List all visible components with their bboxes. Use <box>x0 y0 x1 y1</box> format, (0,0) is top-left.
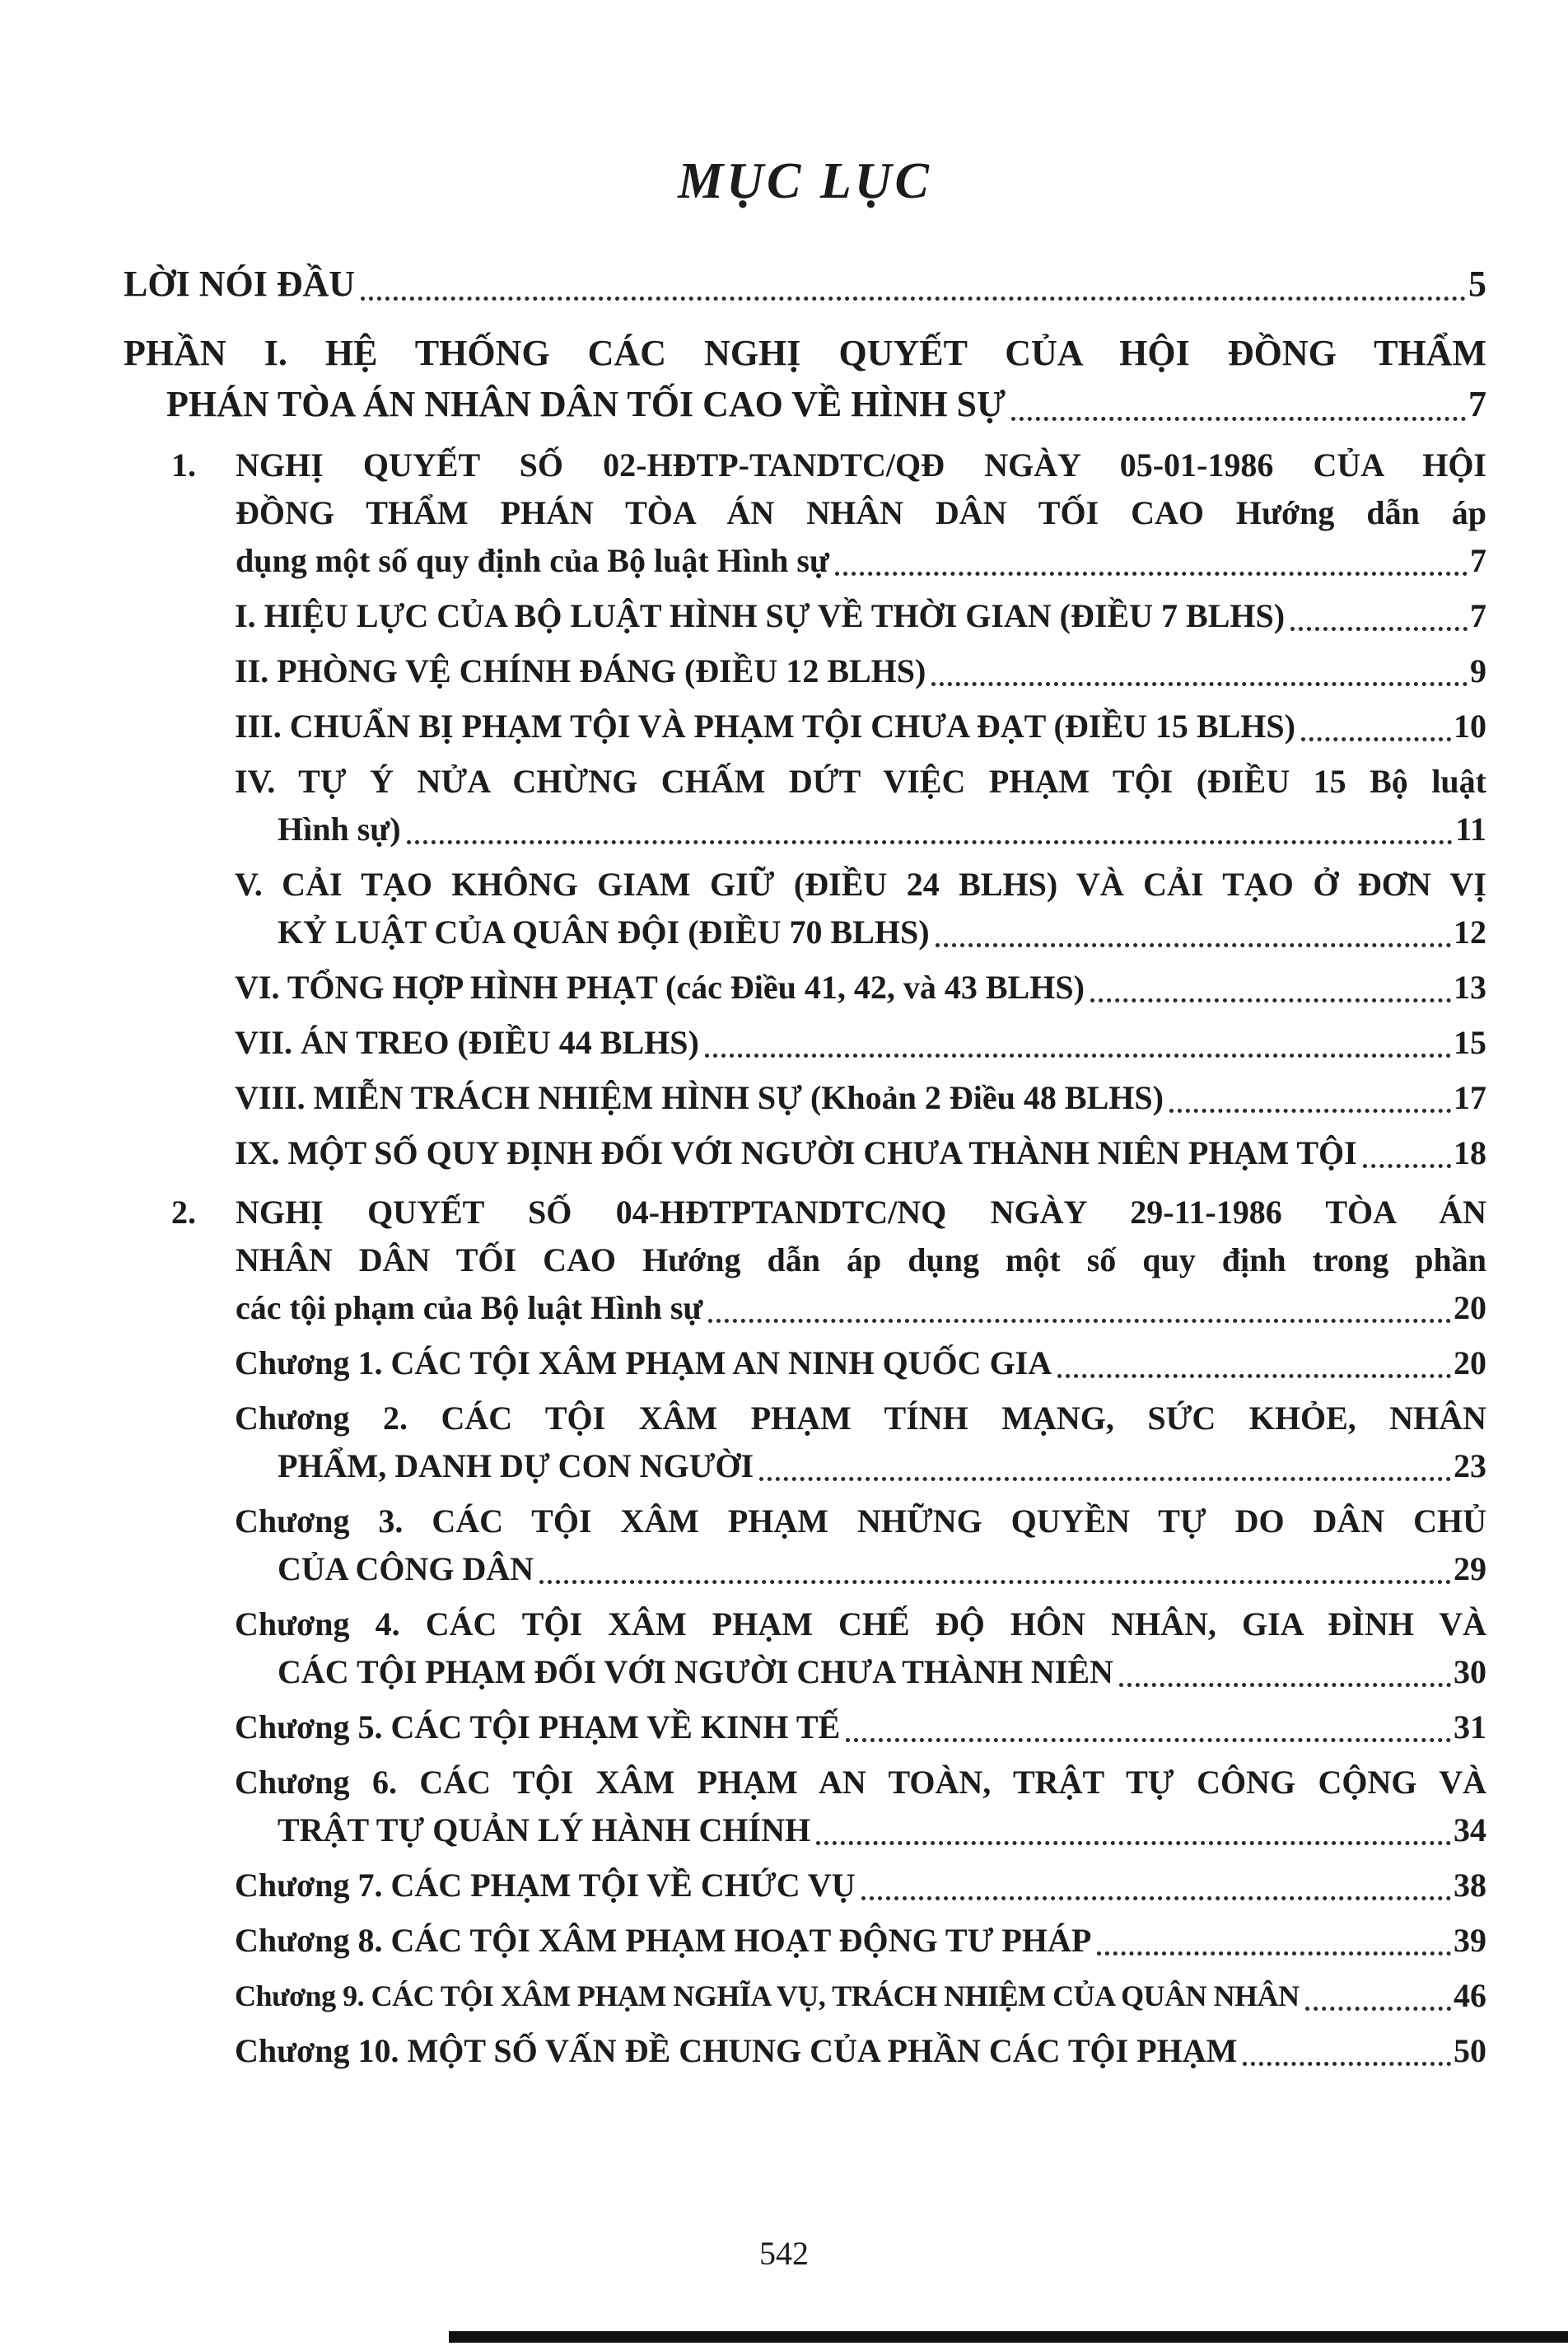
toc-entry-text: CỦA CÔNG DÂN <box>278 1550 534 1587</box>
toc-entry <box>124 1703 1486 1751</box>
toc-page-number: 9 <box>1470 652 1486 689</box>
toc-entry-body <box>235 1972 1486 2020</box>
toc-entry-last-line <box>235 1703 1486 1751</box>
toc-page-number: 13 <box>1454 969 1486 1006</box>
toc-entry-last-line <box>235 1545 1486 1593</box>
toc-entry-text: LỜI NÓI ĐẦU <box>124 264 356 304</box>
toc-entry-last-line <box>235 703 1486 750</box>
toc-entry <box>124 328 1486 430</box>
toc-entry-body <box>124 328 1486 430</box>
toc-entry-last-line <box>124 379 1486 430</box>
toc-entry-line: ĐỒNG THẨM PHÁN TÒA ÁN NHÂN DÂN TỐI CAO Hướng dẫn áp <box>236 494 1486 531</box>
dot-leader <box>1090 998 1451 1002</box>
toc-entry-text: I. HIỆU LỰC CỦA BỘ LUẬT HÌNH SỰ VỀ THỜI GIAN (ĐIỀU 7 BLHS) <box>235 597 1286 634</box>
toc-entry-text: PHẨM, DANH DỰ CON NGƯỜI <box>278 1447 754 1484</box>
toc-page-number: 7 <box>1470 597 1486 634</box>
dot-leader <box>816 1841 1451 1845</box>
toc-entry <box>124 2027 1486 2075</box>
toc-entry-text: dụng một số quy định của Bộ luật Hình sự <box>236 542 829 579</box>
toc-entry-text: III. CHUẨN BỊ PHẠM TỘI VÀ PHẠM TỘI CHƯA ĐẠT (ĐIỀU 15 BLHS) <box>235 708 1295 745</box>
toc-entry-body <box>235 861 1486 956</box>
toc-entry <box>124 758 1486 853</box>
dot-leader <box>1169 1109 1451 1113</box>
toc-entry-line: NHÂN DÂN TỐI CAO Hướng dẫn áp dụng một số quy định trong phần <box>236 1241 1486 1278</box>
dot-leader <box>407 840 1454 844</box>
toc-entry-last-line <box>235 1019 1486 1067</box>
dot-leader <box>1301 737 1451 741</box>
toc-entry-body <box>236 1189 1486 1332</box>
toc-entry-body <box>235 1498 1486 1593</box>
toc-entry-body <box>235 1759 1486 1854</box>
toc-page-number: 10 <box>1454 708 1486 745</box>
dot-leader <box>759 1477 1451 1481</box>
dot-leader <box>936 943 1451 947</box>
toc-entry-body <box>235 1074 1486 1122</box>
dot-leader <box>708 1319 1451 1323</box>
toc-entry <box>124 1395 1486 1490</box>
toc-entry-text: II. PHÒNG VỆ CHÍNH ĐÁNG (ĐIỀU 12 BLHS) <box>235 652 926 689</box>
toc-entry-last-line <box>236 537 1486 585</box>
toc-page-number: 7 <box>1468 384 1486 424</box>
toc-entry-line: NGHỊ QUYẾT SỐ 02-HĐTP-TANDTC/QĐ NGÀY 05-01-1986 CỦA HỘI <box>236 446 1486 484</box>
toc-content <box>124 152 1486 2082</box>
toc-entry <box>124 1972 1486 2020</box>
toc-entry-text: KỶ LUẬT CỦA QUÂN ĐỘI (ĐIỀU 70 BLHS) <box>278 914 930 951</box>
dot-leader <box>1305 2007 1451 2011</box>
toc-entry-number: 2. <box>171 1194 196 1231</box>
toc-entry-text: Chương 1. CÁC TỘI XÂM PHẠM AN NINH QUỐC GIA <box>235 1344 1052 1381</box>
toc-entry-text: Chương 8. CÁC TỘI XÂM PHẠM HOẠT ĐỘNG TƯ PHÁP <box>235 1922 1092 1959</box>
toc-entry-body <box>235 1862 1486 1909</box>
toc-entry-line: Chương 3. CÁC TỘI XÂM PHẠM NHỮNG QUYỀN TỰ DO DÂN CHỦ <box>235 1502 1486 1540</box>
toc-entry <box>124 1019 1486 1067</box>
dot-leader <box>835 572 1468 576</box>
toc-entry-last-line <box>235 1442 1486 1490</box>
toc-entry-last-line <box>235 1648 1486 1696</box>
toc-entry <box>124 1498 1486 1593</box>
toc-entry-last-line <box>235 1806 1486 1854</box>
toc-entry-text: Chương 9. CÁC TỘI XÂM PHẠM NGHĨA VỤ, TRÁCH NHIỆM CỦA QUÂN NHÂN <box>235 1979 1300 2012</box>
toc-entry <box>124 703 1486 750</box>
toc-entry-text: các tội phạm của Bộ luật Hình sự <box>236 1289 703 1326</box>
toc-entry-text: PHÁN TÒA ÁN NHÂN DÂN TỐI CAO VỀ HÌNH SỰ <box>166 384 1006 424</box>
toc-entry <box>124 1601 1486 1696</box>
toc-entry-text: TRẬT TỰ QUẢN LÝ HÀNH CHÍNH <box>278 1811 811 1848</box>
toc-entry-last-line <box>235 647 1486 695</box>
folio-page-number: 542 <box>759 2235 809 2272</box>
toc-page-number: 17 <box>1454 1079 1486 1116</box>
toc-entry-body <box>236 442 1486 585</box>
toc-page-number: 5 <box>1468 264 1486 304</box>
toc-entry-text: VII. ÁN TREO (ĐIỀU 44 BLHS) <box>235 1024 699 1061</box>
dot-leader <box>1057 1374 1451 1378</box>
toc-entry-last-line <box>124 259 1486 310</box>
toc-entry-body <box>124 259 1486 310</box>
toc-entry-line: IV. TỰ Ý NỬA CHỪNG CHẤM DỨT VIỆC PHẠM TỘI (ĐIỀU 15 Bộ luật <box>235 763 1486 800</box>
toc-entry <box>124 1862 1486 1909</box>
toc-entry-line: V. CẢI TẠO KHÔNG GIAM GIỮ (ĐIỀU 24 BLHS) VÀ CẢI TẠO Ở ĐƠN VỊ <box>235 866 1486 903</box>
toc-entry-body <box>235 1129 1486 1177</box>
dot-leader <box>1243 2062 1451 2066</box>
dot-leader <box>539 1580 1451 1584</box>
scan-artifact-bar <box>449 2331 1568 2343</box>
toc-entry <box>124 592 1486 640</box>
toc-entry-last-line <box>235 964 1486 1012</box>
dot-leader <box>361 297 1466 301</box>
toc-entry <box>124 1074 1486 1122</box>
toc-entry-last-line <box>235 1129 1486 1177</box>
toc-entry-body <box>235 647 1486 695</box>
toc-entry-last-line <box>235 1862 1486 1909</box>
toc-page-number: 38 <box>1454 1867 1486 1904</box>
toc-entry-last-line <box>235 1917 1486 1965</box>
toc-page-number: 20 <box>1454 1344 1486 1381</box>
toc-entry-body <box>235 592 1486 640</box>
toc-entry-body <box>235 758 1486 853</box>
toc-entry <box>124 442 1486 585</box>
toc-entry-text: IX. MỘT SỐ QUY ĐỊNH ĐỐI VỚI NGƯỜI CHƯA THÀNH NIÊN PHẠM TỘI <box>235 1134 1357 1171</box>
toc-entry-last-line <box>235 806 1486 853</box>
toc-entry-last-line <box>235 2027 1486 2075</box>
toc-entry-last-line <box>236 1284 1486 1332</box>
toc-page-number: 46 <box>1454 1977 1486 2014</box>
toc-page-number: 30 <box>1454 1653 1486 1690</box>
toc-entry-body <box>235 1917 1486 1965</box>
dot-leader <box>931 682 1468 686</box>
toc-entry-number: 1. <box>171 446 196 484</box>
toc-entry-text: VIII. MIỄN TRÁCH NHIỆM HÌNH SỰ (Khoản 2 Điều 48 BLHS) <box>235 1079 1164 1116</box>
toc-entry-text: Chương 5. CÁC TỘI PHẠM VỀ KINH TẾ <box>235 1708 841 1745</box>
toc-page-number: 11 <box>1455 811 1486 848</box>
toc-entry-last-line <box>235 1972 1486 2020</box>
toc-entry <box>124 1339 1486 1387</box>
toc-entry <box>124 964 1486 1012</box>
toc-entry-text: Hình sự) <box>278 811 401 848</box>
toc-page-number: 7 <box>1470 542 1486 579</box>
toc-entry-text: VI. TỔNG HỢP HÌNH PHẠT (các Điều 41, 42, và 43 BLHS) <box>235 969 1085 1006</box>
toc-page-number: 39 <box>1454 1922 1486 1959</box>
dot-leader <box>1011 417 1466 421</box>
toc-page-number: 29 <box>1454 1550 1486 1587</box>
toc-entry-body <box>235 1395 1486 1490</box>
toc-entry-line: Chương 2. CÁC TỘI XÂM PHẠM TÍNH MẠNG, SỨC KHỎE, NHÂN <box>235 1400 1486 1437</box>
toc-page-number: 15 <box>1454 1024 1486 1061</box>
toc-entry <box>124 259 1486 310</box>
toc-entry-body <box>235 964 1486 1012</box>
toc-page-number: 12 <box>1454 914 1486 951</box>
dot-leader <box>1097 1951 1451 1956</box>
toc-page-number: 23 <box>1454 1447 1486 1484</box>
dot-leader <box>861 1896 1451 1900</box>
toc-page-number: 20 <box>1454 1289 1486 1326</box>
toc-entry-line: Chương 6. CÁC TỘI XÂM PHẠM AN TOÀN, TRẬT TỰ CÔNG CỘNG VÀ <box>235 1764 1486 1801</box>
toc-entry-body <box>235 1601 1486 1696</box>
toc-entry-last-line <box>235 592 1486 640</box>
toc-entry <box>124 861 1486 956</box>
dot-leader <box>1290 627 1468 631</box>
toc-entry <box>124 1189 1486 1332</box>
toc-entry-last-line <box>235 1339 1486 1387</box>
dot-leader <box>1119 1683 1451 1687</box>
toc-entry-last-line <box>235 909 1486 956</box>
toc-entry-line: Chương 4. CÁC TỘI XÂM PHẠM CHẾ ĐỘ HÔN NHÂN, GIA ĐÌNH VÀ <box>235 1605 1486 1643</box>
toc-entry-text: Chương 7. CÁC PHẠM TỘI VỀ CHỨC VỤ <box>235 1867 856 1904</box>
toc-entry-line: PHẦN I. HỆ THỐNG CÁC NGHỊ QUYẾT CỦA HỘI ĐỒNG THẨM <box>124 333 1486 373</box>
toc-page-number: 50 <box>1454 2032 1486 2069</box>
page-title: MỤC LỤC <box>678 153 932 209</box>
toc-entry-last-line <box>235 1074 1486 1122</box>
toc-page-number: 34 <box>1454 1811 1486 1848</box>
toc-entry <box>124 1759 1486 1854</box>
toc-entry-body <box>235 703 1486 750</box>
toc-entry-body <box>235 2027 1486 2075</box>
toc-list <box>124 259 1486 2075</box>
toc-entry-body <box>235 1703 1486 1751</box>
toc-entry <box>124 647 1486 695</box>
toc-entry-text: Chương 10. MỘT SỐ VẤN ĐỀ CHUNG CỦA PHẦN CÁC TỘI PHẠM <box>235 2032 1238 2069</box>
toc-entry-body <box>235 1339 1486 1387</box>
toc-entry-body <box>235 1019 1486 1067</box>
dot-leader <box>1363 1164 1451 1168</box>
toc-page-number: 18 <box>1454 1134 1486 1171</box>
toc-entry-line: NGHỊ QUYẾT SỐ 04-HĐTPTANDTC/NQ NGÀY 29-11-1986 TÒA ÁN <box>236 1194 1486 1231</box>
toc-entry-text: CÁC TỘI PHẠM ĐỐI VỚI NGƯỜI CHƯA THÀNH NIÊN <box>278 1653 1113 1690</box>
dot-leader <box>705 1054 1451 1058</box>
toc-entry <box>124 1917 1486 1965</box>
toc-entry <box>124 1129 1486 1177</box>
toc-page-number: 31 <box>1454 1708 1486 1745</box>
dot-leader <box>846 1738 1451 1742</box>
